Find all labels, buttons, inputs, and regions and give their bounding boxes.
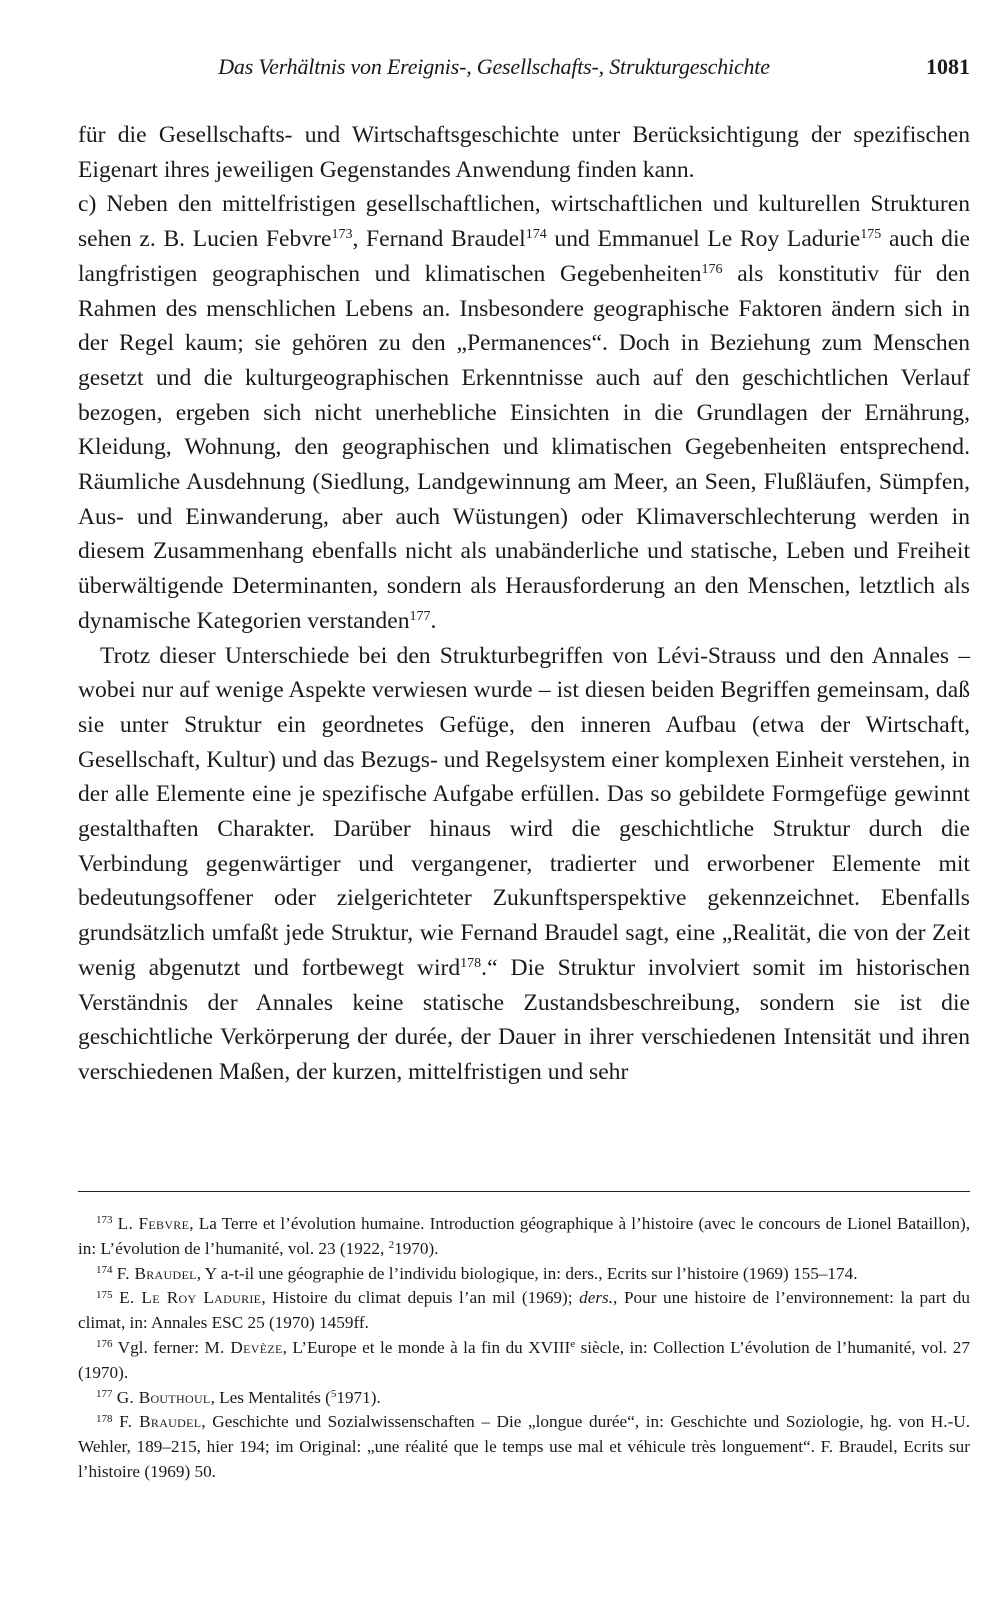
paragraph-continuation: für die Gesellschafts- und Wirtschaftsgeschichte unter Berücksichtigung der spezifischen Eigenart ihres jeweiligen Gegenstandes Anwendung finden kann. <box>78 122 970 183</box>
footnote-text: , L’Europe et le monde à la fin du XVIII <box>282 1337 571 1357</box>
footnote-divider <box>78 1191 970 1192</box>
footnote-author: G. Bouthoul <box>116 1387 211 1407</box>
footnote-177 <box>78 1386 970 1411</box>
footnote-number: 178 <box>96 1412 113 1425</box>
paragraph-c <box>78 187 970 638</box>
footnote-ref-173[interactable]: 173 <box>331 227 353 243</box>
footnote-text: , Y a-t-il une géographie de l’individu biologique, in: ders., Ecrits sur l’histoire (1969) 155–174. <box>196 1263 858 1283</box>
text-span: Trotz dieser Unterschiede bei den Strukturbegriffen von Lévi-Strauss und den Annales – wobei nur auf wenige Aspekte verwiesen wurde – ist diesen beiden Begriffen gemeinsam, daß sie unter Struktur ein geordnetes Gefüge, den inneren Aufbau (etwa der Wirtschaft, Gesellschaft, Kultur) und das Bezugs- und Regelsystem einer komplexen Einheit verstehen, in der alle Elemente eine je spezifische Aufgabe erfüllen. Das so gebildete Formgefüge gewinnt gestalthaften Charakter. Darüber hinaus wird die geschichtliche Struktur durch die Verbindung gegenwärtiger und vergangener, tradierter und erworbener Elemente mit bedeutungsoffener oder zielgerichteter Zukunftsperspektive gekennzeichnet. Ebenfalls grundsätzlich umfaßt jede Struktur, wie Fernand Braudel sagt, eine „Realität, die von der Zeit wenig abgenutzt und fortbewegt wird <box>78 642 970 981</box>
footnote-ref-175[interactable]: 175 <box>860 227 882 243</box>
text-span: als konstitutiv für den Rahmen des menschlichen Lebens an. Insbesondere geographische Faktoren ändern sich in der Regel kaum; sie gehören zu den „Permanences“. Doch in Beziehung zum Menschen gesetzt und die kulturgeographischen Erkenntnisse auch auf den geschichtlichen Verlauf bezogen, ergeben sich nicht unerhebliche Einsichten in die Grundlagen der Ernährung, Kleidung, Wohnung, den geographischen und klimatischen Gegebenheiten entsprechend. Räumliche Ausdehnung (Siedlung, Landgewinnung am Meer, an Seen, Flußläufen, Sümpfen, Aus- und Einwanderung, aber auch Wüstungen) oder Klimaverschlechterung werden in diesem Zusammenhang ebenfalls nicht als unabänderliche und statische, Leben und Freiheit überwältigende Determinanten, sondern als Herausforderung an den Menschen, letztlich als dynamische Kategorien verstanden <box>78 260 970 634</box>
footnote-text: , Histoire du climat depuis l’an mil (1969); <box>261 1288 580 1308</box>
footnote-text: siècle, in: Collection L’évolution de l’humanité, vol. 27 (1970). <box>78 1337 970 1382</box>
footnote-text: , Pour une histoire de l’environnement: la part du climat, in: Annales ESC 25 (1970) 1459ff. <box>78 1288 970 1333</box>
footnote-author: L. Febvre <box>117 1214 190 1233</box>
paragraph-trotz <box>78 639 970 1090</box>
text-span: c) Neben den mittelfristigen gesellschaftlichen, wirtschaftlichen und kulturellen Strukturen sehen z. B. Lucien Febvre <box>78 191 970 253</box>
running-title: Das Verhältnis von Ereignis-, Gesellschafts-, Strukturgeschichte <box>218 54 770 79</box>
footnote-number: 173 <box>96 1214 113 1227</box>
footnotes <box>78 1212 970 1485</box>
text-span: , Fernand Braudel <box>352 226 526 253</box>
footnote-174 <box>78 1262 970 1287</box>
century-suffix: e <box>570 1338 576 1351</box>
footnote-175 <box>78 1286 970 1336</box>
footnote-ref-176[interactable]: 176 <box>701 261 723 277</box>
edition-number: 5 <box>330 1387 337 1400</box>
footnote-number: 174 <box>96 1263 113 1276</box>
edition-number: 2 <box>388 1239 395 1252</box>
footnote-ref-178[interactable]: 178 <box>460 956 482 972</box>
footnote-ref-174[interactable]: 174 <box>525 227 547 243</box>
page-number: 1081 <box>926 54 970 79</box>
footnote-number: 176 <box>96 1338 113 1351</box>
footnote-text: 1971). <box>336 1387 381 1407</box>
text-span: auch die langfristigen geographischen und klimatischen Gegebenheiten <box>78 226 970 287</box>
text-span: .“ Die Struktur involviert somit im historischen Verständnis der Annales keine statische Zustandsbeschreibung, sondern sie ist die geschichtliche Verkörperung der durée, der Dauer in ihrer verschiedenen Intensität und ihren verschiedenen Maßen, der kurzen, mittelfristigen und sehr <box>78 954 970 1085</box>
running-head <box>78 54 970 94</box>
footnote-176 <box>78 1336 970 1386</box>
footnote-author: E. Le Roy Ladurie <box>119 1288 262 1308</box>
footnote-173 <box>78 1212 970 1262</box>
footnote-author: M. Devèze <box>204 1337 283 1357</box>
footnote-author: F. Braudel <box>116 1263 197 1283</box>
footnote-text: , Geschichte und Sozialwissenschaften – Die „longue durée“, in: Geschichte und Soziologie, hg. von H.-U. Wehler, 189–215, hier 194; im Original: „une réalité que le temps use mal et véhicule très longuement“. F. Braudel, Ecrits sur l’histoire (1969) 50. <box>78 1412 971 1481</box>
footnote-number: 175 <box>96 1288 113 1301</box>
footnote-prefix: Vgl. ferner: <box>117 1337 205 1357</box>
footnote-ref-177[interactable]: 177 <box>409 608 431 624</box>
footnote-178 <box>78 1410 970 1484</box>
text-span: und Emmanuel Le Roy Ladurie <box>546 226 861 253</box>
footnote-text: 1970). <box>394 1238 439 1258</box>
footnote-number: 177 <box>96 1387 113 1400</box>
footnote-text: , Les Mentalités ( <box>210 1387 331 1407</box>
footnote-text: , La Terre et l’évolution humaine. Introduction géographique à l’histoire (avec le concours de Lionel Bataillon), in: L’évolution de l’humanité, vol. 23 (1922, <box>78 1214 971 1258</box>
footnote-ders: ders. <box>579 1288 614 1308</box>
text-span: . <box>430 607 437 634</box>
body-text <box>78 118 970 1090</box>
footnote-author: F. Braudel <box>119 1412 202 1432</box>
